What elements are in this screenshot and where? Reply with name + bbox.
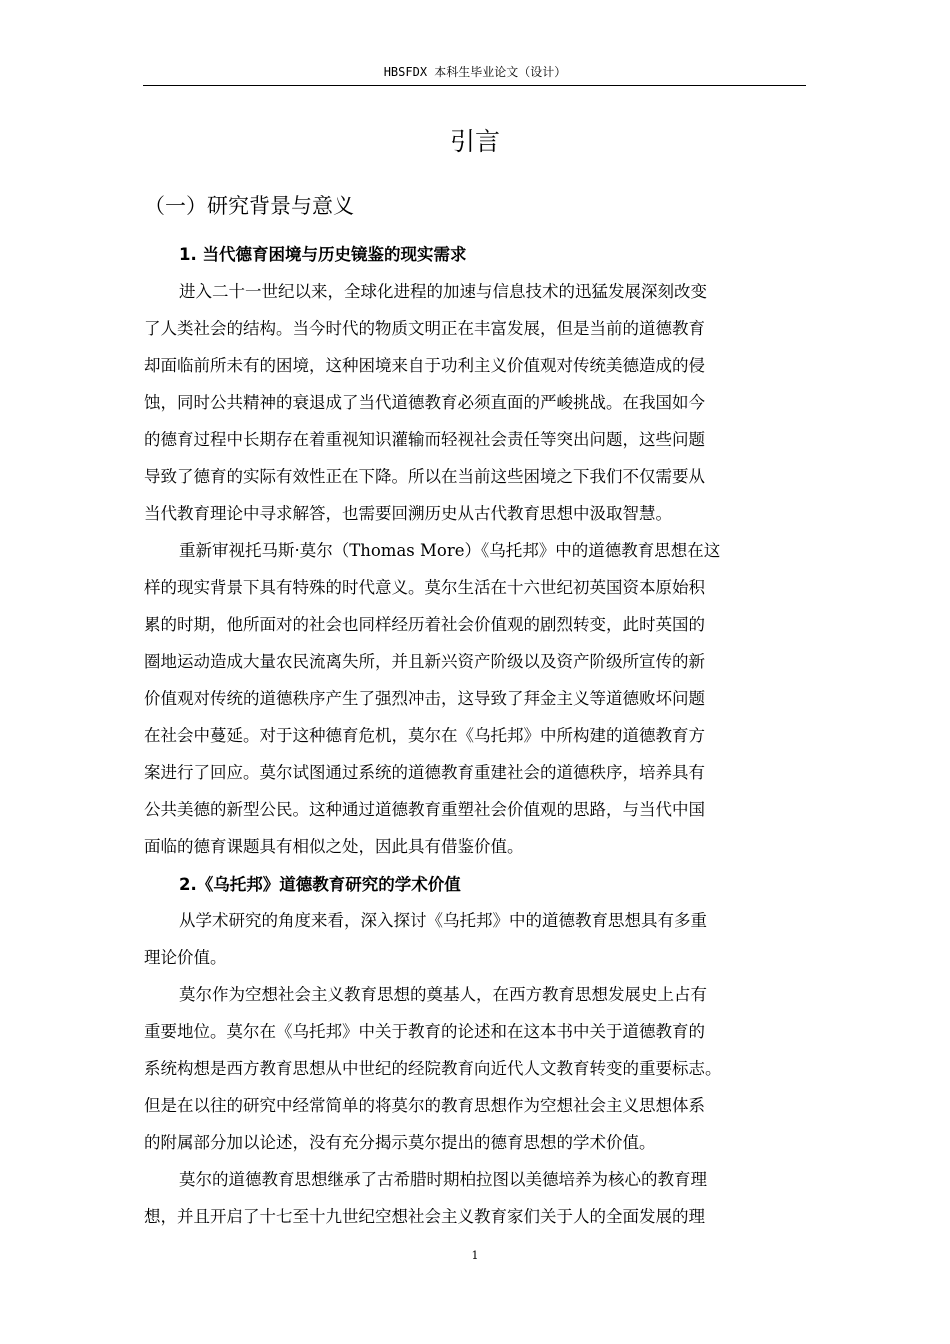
text-line: 但是在以往的研究中经常简单的将莫尔的教育思想作为空想社会主义思想体系 — [144, 1096, 705, 1115]
text-line: 累的时期，他所面对的社会也同样经历着社会价值观的剧烈转变，此时英国的 — [144, 615, 705, 634]
text-line: 系统构想是西方教育思想从中世纪的经院教育向近代人文教育转变的重要标志。 — [144, 1059, 722, 1078]
text-line: 想，并且开启了十七至十九世纪空想社会主义教育家们关于人的全面发展的理 — [144, 1207, 705, 1226]
page-title: 引言 — [449, 127, 500, 156]
text-line: 价值观对传统的道德秩序产生了强烈冲击，这导致了拜金主义等道德败坏问题 — [144, 689, 705, 708]
page-number: 1 — [471, 1249, 479, 1262]
text-line: 的附属部分加以论述，没有充分揭示莫尔提出的德育思想的学术价值。 — [144, 1133, 656, 1152]
text-line: 莫尔的道德教育思想继承了古希腊时期柏拉图以美德培养为核心的教育理 — [179, 1170, 707, 1189]
text-line: 在社会中蔓延。对于这种德育危机，莫尔在《乌托邦》中所构建的道德教育方 — [144, 726, 705, 745]
text-line: 圈地运动造成大量农民流离失所，并且新兴资产阶级以及资产阶级所宣传的新 — [144, 652, 705, 671]
running-header: HBSFDX 本科生毕业论文（设计） — [383, 65, 567, 79]
subsection-2-heading: 2.《乌托邦》道德教育研究的学术价值 — [179, 875, 461, 894]
text-line: 的德育过程中长期存在着重视知识灌输而轻视社会责任等突出问题，这些问题 — [144, 430, 705, 449]
header-rule — [143, 85, 806, 86]
text-line: 公共美德的新型公民。这种通过道德教育重塑社会价值观的思路，与当代中国 — [144, 800, 705, 819]
text-line: 当代教育理论中寻求解答，也需要回溯历史从古代教育思想中汲取智慧。 — [144, 504, 672, 523]
text-line: 面临的德育课题具有相似之处，因此具有借鉴价值。 — [144, 837, 524, 856]
subsection-1-heading: 1. 当代德育困境与历史镜鉴的现实需求 — [179, 245, 467, 264]
text-line: 案进行了回应。莫尔试图通过系统的道德教育重建社会的道德秩序，培养具有 — [144, 763, 705, 782]
text-line: 理论价值。 — [144, 948, 227, 967]
text-line: 重要地位。莫尔在《乌托邦》中关于教育的论述和在这本书中关于道德教育的 — [144, 1022, 705, 1041]
text-line: 重新审视托马斯·莫尔（Thomas More）《乌托邦》中的道德教育思想在这 — [179, 541, 721, 560]
text-line: 却面临前所未有的困境，这种困境来自于功利主义价值观对传统美德造成的侵 — [144, 356, 705, 375]
text-line: 从学术研究的角度来看，深入探讨《乌托邦》中的道德教育思想具有多重 — [179, 911, 707, 930]
text-line: 导致了德育的实际有效性正在下降。所以在当前这些困境之下我们不仅需要从 — [144, 467, 705, 486]
section-heading: （一）研究背景与意义 — [144, 194, 354, 218]
text-line: 进入二十一世纪以来，全球化进程的加速与信息技术的迅猛发展深刻改变 — [179, 282, 707, 301]
text-line: 样的现实背景下具有特殊的时代意义。莫尔生活在十六世纪初英国资本原始积 — [144, 578, 705, 597]
text-line: 莫尔作为空想社会主义教育思想的奠基人，在西方教育思想发展史上占有 — [179, 985, 707, 1004]
text-line: 蚀，同时公共精神的衰退成了当代道德教育必须直面的严峻挑战。在我国如今 — [144, 393, 705, 412]
text-line: 了人类社会的结构。当今时代的物质文明正在丰富发展，但是当前的道德教育 — [144, 319, 705, 338]
